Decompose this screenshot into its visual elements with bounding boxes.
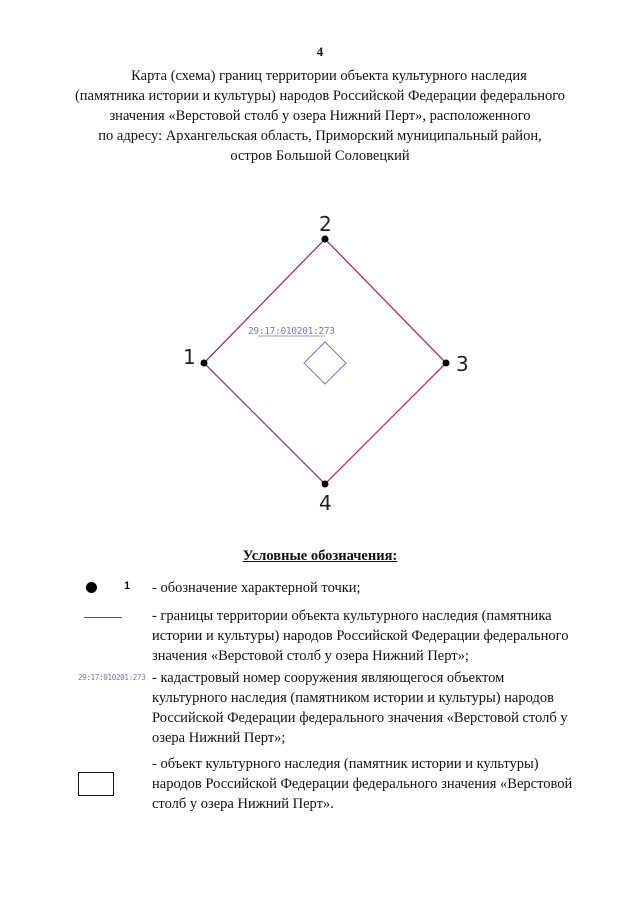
cadastral-number-label: 29:17:010201:273 xyxy=(248,326,335,337)
legend-text-object xyxy=(152,754,602,814)
point-label-4: 4 xyxy=(319,491,332,515)
monument-object-outline xyxy=(304,342,346,384)
object-rectangle-icon xyxy=(78,772,114,796)
legend-cadastral-line-1: - кадастровый номер сооружения являющегося объектом xyxy=(152,670,505,686)
point-label-2: 2 xyxy=(319,212,332,236)
point-label-3: 3 xyxy=(456,352,469,376)
legend-text-point: - обозначение характерной точки; xyxy=(152,580,361,596)
legend-title: Условные обозначения: xyxy=(242,548,398,564)
title-line-5: остров Большой Соловецкий xyxy=(230,148,410,164)
title-line-2: (памятника истории и культуры) народов Российской Федерации федерального xyxy=(74,88,566,104)
page-number: 4 xyxy=(316,44,324,59)
point-number-sample: 1 xyxy=(124,580,131,592)
cadastral-number-sample: 29:17:010201:273 xyxy=(78,673,146,682)
point-dot-icon xyxy=(86,582,97,593)
legend-cadastral-line-2: культурного наследия (памятником истории и культуры) народов xyxy=(152,690,554,706)
legend-cadastral-line-4: озера Нижний Перт»; xyxy=(152,730,286,746)
legend-object-line-1: - объект культурного наследия (памятник истории и культуры) xyxy=(152,756,539,772)
legend-object-line-3: столб у озера Нижний Перт». xyxy=(152,796,334,812)
point-marker-3 xyxy=(443,360,450,367)
legend-boundary-line-1: - границы территории объекта культурного наследия (памятника xyxy=(152,608,552,624)
legend-boundary-line-2: истории и культуры) народов Российской Федерации федерального xyxy=(152,628,569,644)
legend-object-line-2: народов Российской Федерации федерального значения «Верстовой xyxy=(152,776,573,792)
title-line-4: по адресу: Архангельская область, Приморский муниципальный район, xyxy=(98,128,542,144)
legend-cadastral-line-3: Российской Федерации федерального значения «Верстовой столб у xyxy=(152,710,568,726)
legend-boundary-line-3: значения «Верстовой столб у озера Нижний Перт»; xyxy=(152,648,469,664)
territory-boundary xyxy=(204,239,446,484)
point-label-1: 1 xyxy=(183,345,196,369)
point-marker-2 xyxy=(322,236,329,243)
legend-text-cadastral xyxy=(152,668,602,748)
title-line-3: значения «Верстовой столб у озера Нижний Перт», расположенного xyxy=(109,108,531,124)
map-title xyxy=(40,66,600,166)
boundary-map xyxy=(0,200,640,520)
boundary-line-icon xyxy=(84,617,122,618)
legend-text-boundary xyxy=(152,606,602,666)
point-marker-1 xyxy=(201,360,208,367)
title-line-1: Карта (схема) границ территории объекта культурного наследия xyxy=(131,68,527,84)
point-marker-4 xyxy=(322,481,329,488)
